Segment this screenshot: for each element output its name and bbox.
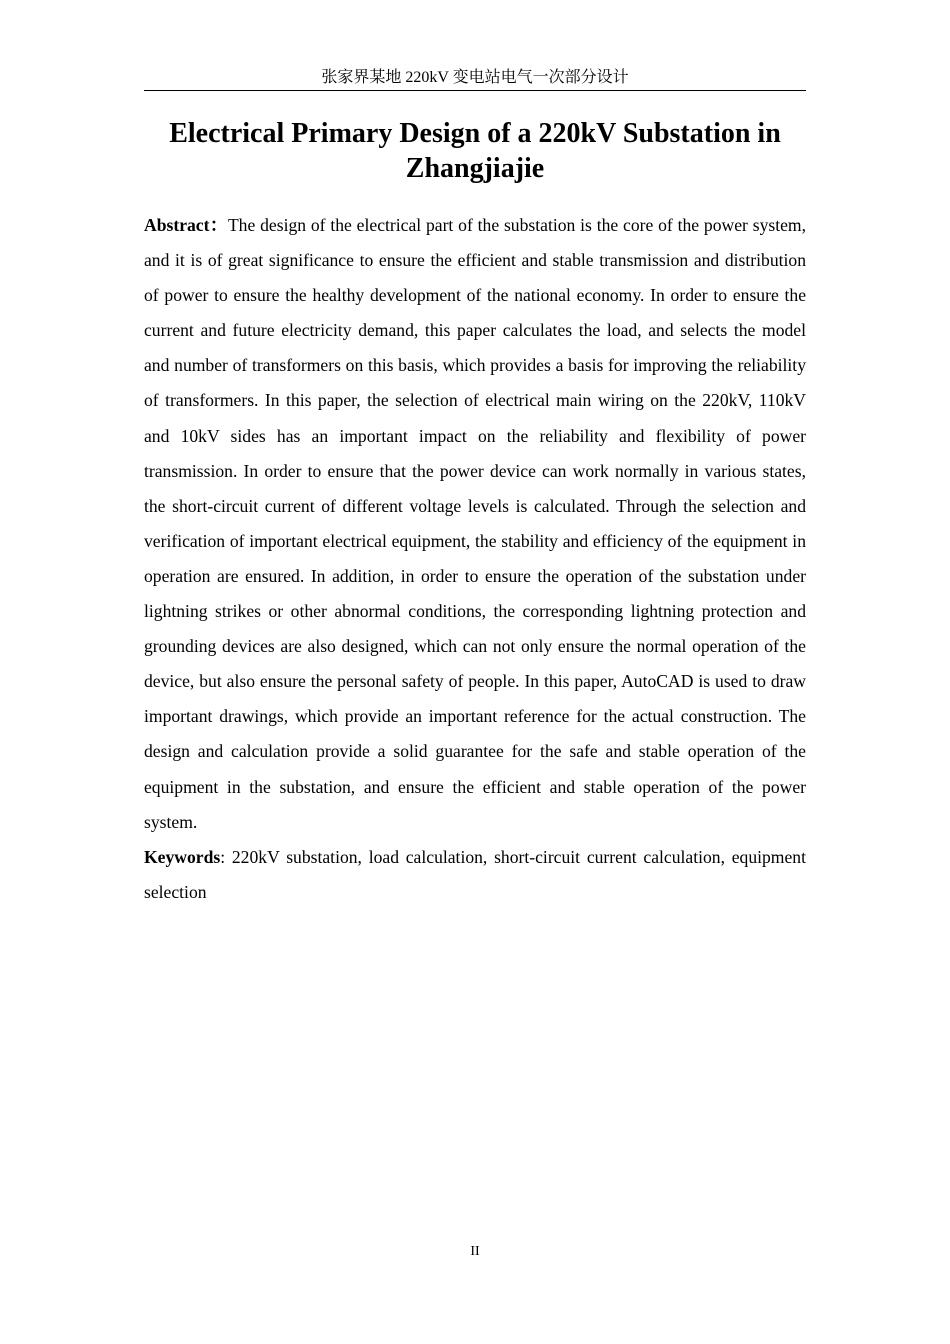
abstract-text: The design of the electrical part of the substation is the core of the power system, and it is of great significance to ensure the efficient and stable transmission and distribution of power to ensure the healthy development of the national economy. In order to ensure the current and future electricity demand, this paper calculates the load, and selects the model and number of transformers on this basis, which provides a basis for improving the reliability of transformers. In this paper, the selection of electrical main wiring on the 220kV, 110kV and 10kV sides has an important impact on the reliability and flexibility of power transmission. In order to ensure that the power device can work normally in various states, the short-circuit current of different voltage levels is calculated. Through the selection and verification of important electrical equipment, the stability and efficiency of the equipment in operation are ensured. In addition, in order to ensure the operation of the substation under lightning strikes or other abnormal conditions, the corresponding lightning protection and grounding devices are also designed, which can not only ensure the normal operation of the device, but also ensure the personal safety of people. In this paper, AutoCAD is used to draw important drawings, which provide an important reference for the actual construction. The design and calculation provide a solid guarantee for the safe and stable operation of the equipment in the substation, and ensure the efficient and stable operation of the power system. [144,215,806,832]
header-rule [144,90,806,91]
abstract-paragraph [144,208,806,840]
keywords-paragraph [144,840,806,910]
keywords-text: 220kV substation, load calculation, short-circuit current calculation, equipment selection [144,846,806,902]
page-number: II [470,1244,480,1259]
abstract-section [144,208,806,910]
running-header: 张家界某地 220kV 变电站电气一次部分设计 [321,69,629,86]
paper-title: Electrical Primary Design of a 220kV Substation in Zhangjiajie [169,118,781,184]
abstract-label: Abstract： [144,215,228,235]
keywords-separator: : [220,846,232,867]
keywords-label: Keywords [144,846,221,867]
